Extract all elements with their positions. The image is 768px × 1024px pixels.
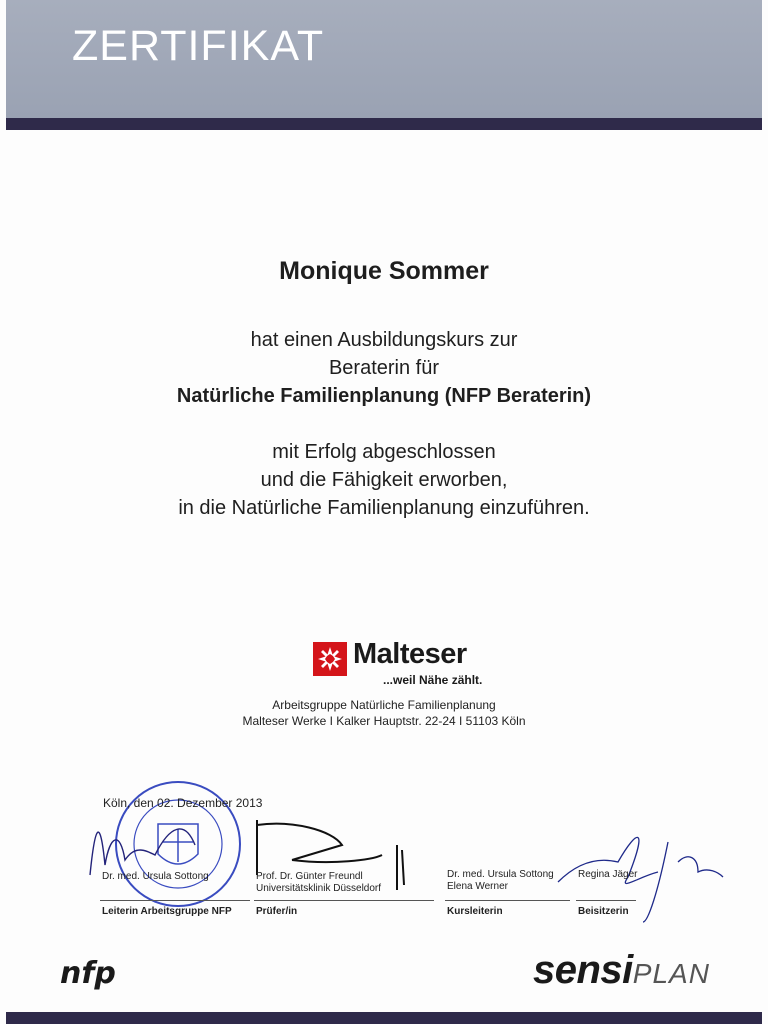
maltese-cross-icon	[313, 642, 347, 676]
address-line-1: Arbeitsgruppe Natürliche Familienplanung	[272, 698, 496, 712]
sensiplan-sensi: sensi	[533, 948, 633, 992]
signatory-3-name: Dr. med. Ursula Sottong	[447, 869, 554, 880]
body-line-5: und die Fähigkeit erworben,	[260, 469, 508, 491]
signature-line-2	[254, 900, 434, 901]
signature-line-4	[576, 900, 636, 901]
signature-line-1	[100, 900, 250, 901]
signature-3	[548, 822, 728, 927]
signatory-1-role: Leiterin Arbeitsgruppe NFP	[102, 906, 232, 917]
signatory-1-name: Dr. med. Ursula Sottong	[102, 871, 209, 882]
signatory-4-name: Regina Jäger	[578, 869, 638, 880]
recipient-name: Monique Sommer	[279, 257, 489, 285]
malteser-wordmark: Malteser	[353, 638, 467, 670]
signatory-2-affiliation: Universitätsklinik Düsseldorf	[256, 883, 382, 894]
address-line-2: Malteser Werke I Kalker Hauptstr. 22-24 I 51103 Köln	[242, 714, 526, 728]
body-line-1: hat einen Ausbildungskurs zur	[250, 329, 518, 351]
signatory-2-name: Prof. Dr. Günter Freundl	[256, 871, 363, 882]
signature-line-3	[445, 900, 570, 901]
nfp-logo	[58, 945, 116, 997]
certificate-title: ZERTIFIKAT	[72, 22, 325, 70]
body-line-2: Beraterin für	[328, 357, 440, 379]
body-line-4: mit Erfolg abgeschlossen	[272, 441, 496, 463]
sensiplan-logo	[533, 948, 710, 993]
body-line-6: in die Natürliche Familienplanung einzuführen.	[178, 497, 590, 519]
malteser-logo	[313, 640, 513, 690]
svg-text:nfp: nfp	[60, 956, 116, 991]
course-title: Natürliche Familienplanung (NFP Beraterin)	[176, 385, 592, 407]
header-band	[6, 0, 762, 118]
signatory-3-role: Kursleiterin	[447, 906, 503, 917]
malteser-slogan: ...weil Nähe zählt.	[383, 673, 483, 687]
signatory-3-name2: Elena Werner	[447, 881, 508, 892]
footer-bar	[6, 1012, 762, 1024]
date-line: Köln, den 02. Dezember 2013	[103, 796, 263, 810]
sensiplan-plan: PLAN	[632, 958, 710, 989]
signatory-2-role: Prüfer/in	[256, 906, 298, 917]
header-rule	[6, 118, 762, 130]
signatory-4-role: Beisitzerin	[578, 906, 629, 917]
